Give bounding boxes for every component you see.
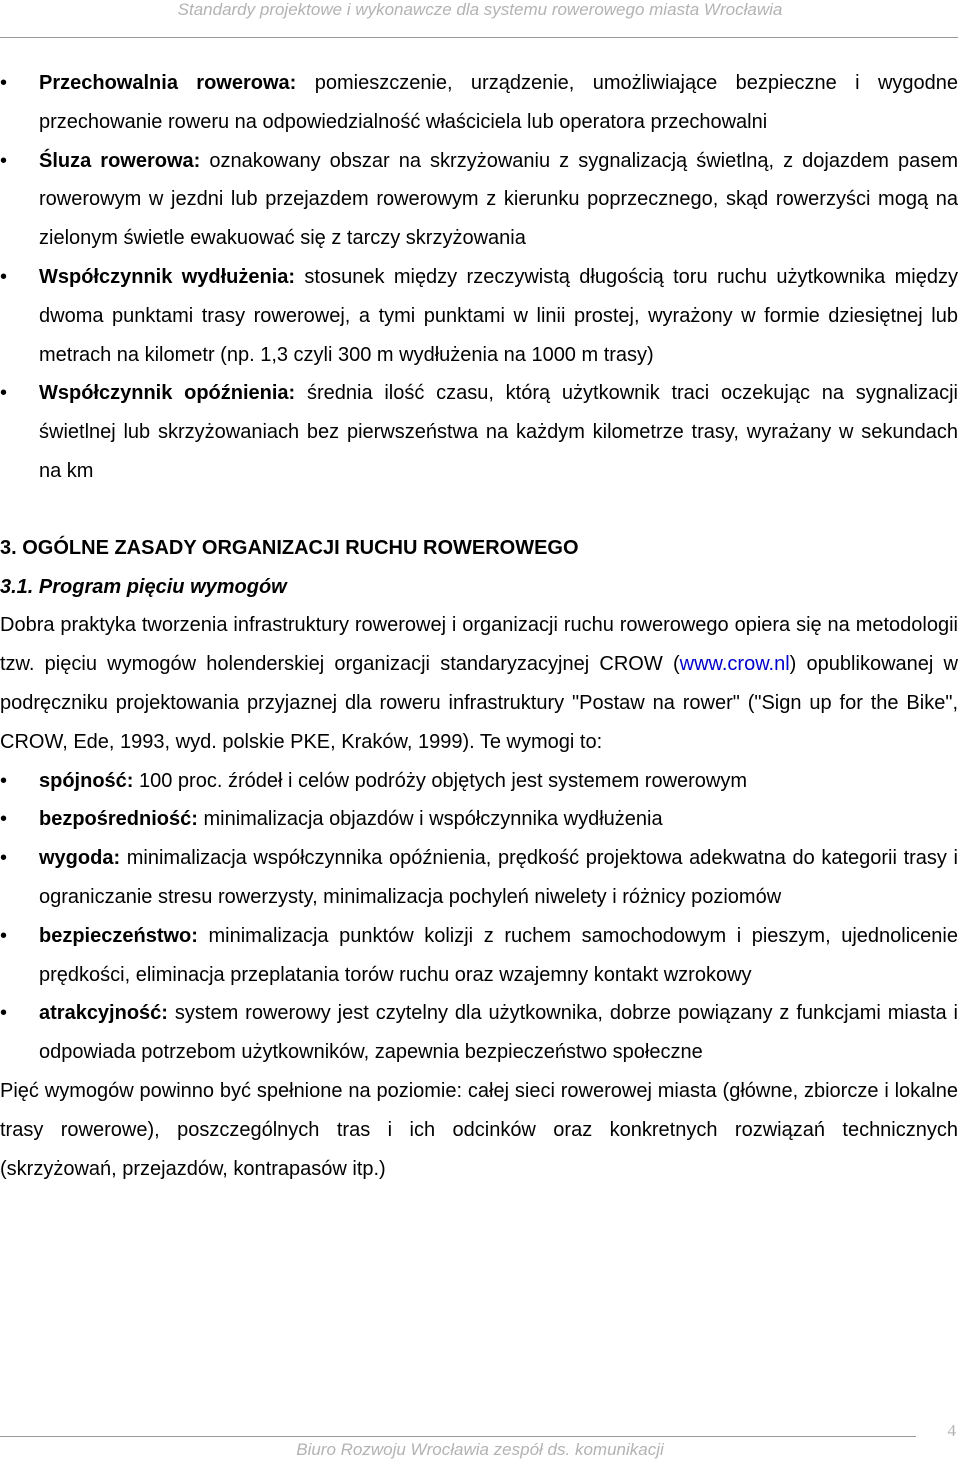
document-body	[0, 64, 958, 1188]
definition-term: Współczynnik opóźnienia:	[39, 382, 296, 405]
requirement-item	[0, 800, 958, 839]
closing-paragraph: Pięć wymogów powinno być spełnione na poziomie: całej sieci rowerowej miasta (główne, zbiorcze i lokalne trasy rowerowe), poszczególnych tras i ich odcinków oraz konkretnych rozwiązań technicznych (skrzyżowań, przejazdów, kontrapasów itp.)	[0, 1079, 958, 1180]
definition-text: średnia ilość czasu, którą użytkownik traci oczekując na sygnalizacji świetlnej lub skrzyżowaniach bez pierwszeństwa na każdym kilometrze trasy, wyrażany w sekundach na km	[39, 382, 958, 482]
requirement-item	[0, 994, 958, 1072]
definition-item	[0, 374, 958, 490]
header-divider	[0, 37, 958, 38]
requirement-term: bezpieczeństwo:	[39, 924, 198, 947]
section-heading: 3. OGÓLNE ZASADY ORGANIZACJI RUCHU ROWEROWEGO	[0, 536, 579, 559]
intro-paragraph	[0, 606, 958, 761]
requirement-text: minimalizacja współczynnika opóźnienia, prędkość projektowa adekwatna do kategorii trasy i ograniczanie stresu rowerzysty, minimalizacja pochyleń niwelety i różnicy poziomów	[39, 847, 958, 908]
page-header: Standardy projektowe i wykonawcze dla systemu rowerowego miasta Wrocławia	[177, 0, 783, 19]
requirement-text: minimalizacja objazdów i współczynnika wydłużenia	[197, 808, 663, 831]
requirement-term: spójność:	[39, 769, 134, 792]
requirement-item	[0, 917, 958, 995]
definition-term: Śluza rowerowa:	[39, 149, 201, 172]
intro-text-after-link: ) opublikowanej w podręczniku projektowania przyjaznej dla roweru infrastruktury "Postaw na rower" ("Sign up for the Bike", CROW, Ede, 1993, wyd. polskie PKE, Kraków, 1999). Te wymogi to:	[0, 653, 958, 753]
definition-text: oznakowany obszar na skrzyżowaniu z sygnalizacją świetlną, z dojazdem pasem rowerowym w jezdni lub przejazdem rowerowym z kierunku poprzecznego, skąd rowerzyści mogą na zielonym świetle ewakuować się z tarczy skrzyżowania	[39, 149, 958, 250]
requirement-item	[0, 839, 958, 917]
definition-item	[0, 258, 958, 374]
definition-term: Przechowalnia rowerowa:	[39, 72, 297, 94]
requirement-text: 100 proc. źródeł i celów podróży objętych jest systemem rowerowym	[133, 769, 748, 792]
definition-term: Współczynnik wydłużenia:	[39, 265, 296, 288]
intro-text-before-link: Dobra praktyka tworzenia infrastruktury rowerowej i organizacji ruchu rowerowego opiera się na metodologii tzw. pięciu wymogów holenderskiej organizacji standaryzacyjnej CROW (	[0, 614, 958, 676]
page-footer: Biuro Rozwoju Wrocławia zespół ds. komunikacji	[296, 1440, 664, 1459]
spacer	[0, 491, 958, 529]
definition-text: pomieszczenie, urządzenie, umożliwiające bezpieczne i wygodne przechowanie roweru na odpowiedzialność właściciela lub operatora przechowalni	[39, 72, 959, 133]
requirement-text: system rowerowy jest czytelny dla użytkownika, dobrze powiązany z funkcjami miasta i odpowiada potrzebom użytkowników, zapewnia bezpieczeństwo społeczne	[39, 1002, 958, 1064]
requirement-text: minimalizacja punktów kolizji z ruchem samochodowym i pieszym, ujednolicenie prędkości, eliminacja przeplatania torów ruchu oraz wzajemny kontakt wzrokowy	[39, 924, 958, 986]
subsection-heading: 3.1. Program pięciu wymogów	[0, 575, 287, 598]
requirement-term: bezpośredniość:	[39, 808, 198, 831]
definition-text: stosunek między rzeczywistą długością toru ruchu użytkownika między dwoma punktami trasy rowerowej, a tymi punktami w linii prostej, wyrażony w formie dziesiętnej lub metrach na kilometr (np. 1,3 czyli 300 m wydłużenia na 1000 m trasy)	[39, 265, 958, 366]
page-number: 4	[947, 1421, 956, 1440]
crow-link[interactable]: www.crow.nl	[679, 653, 790, 676]
footer-divider	[0, 1436, 916, 1437]
requirement-term: atrakcyjność:	[39, 1002, 168, 1025]
requirement-item	[0, 762, 958, 801]
requirement-term: wygoda:	[39, 847, 121, 870]
definition-item	[0, 64, 958, 142]
definition-item	[0, 142, 958, 258]
